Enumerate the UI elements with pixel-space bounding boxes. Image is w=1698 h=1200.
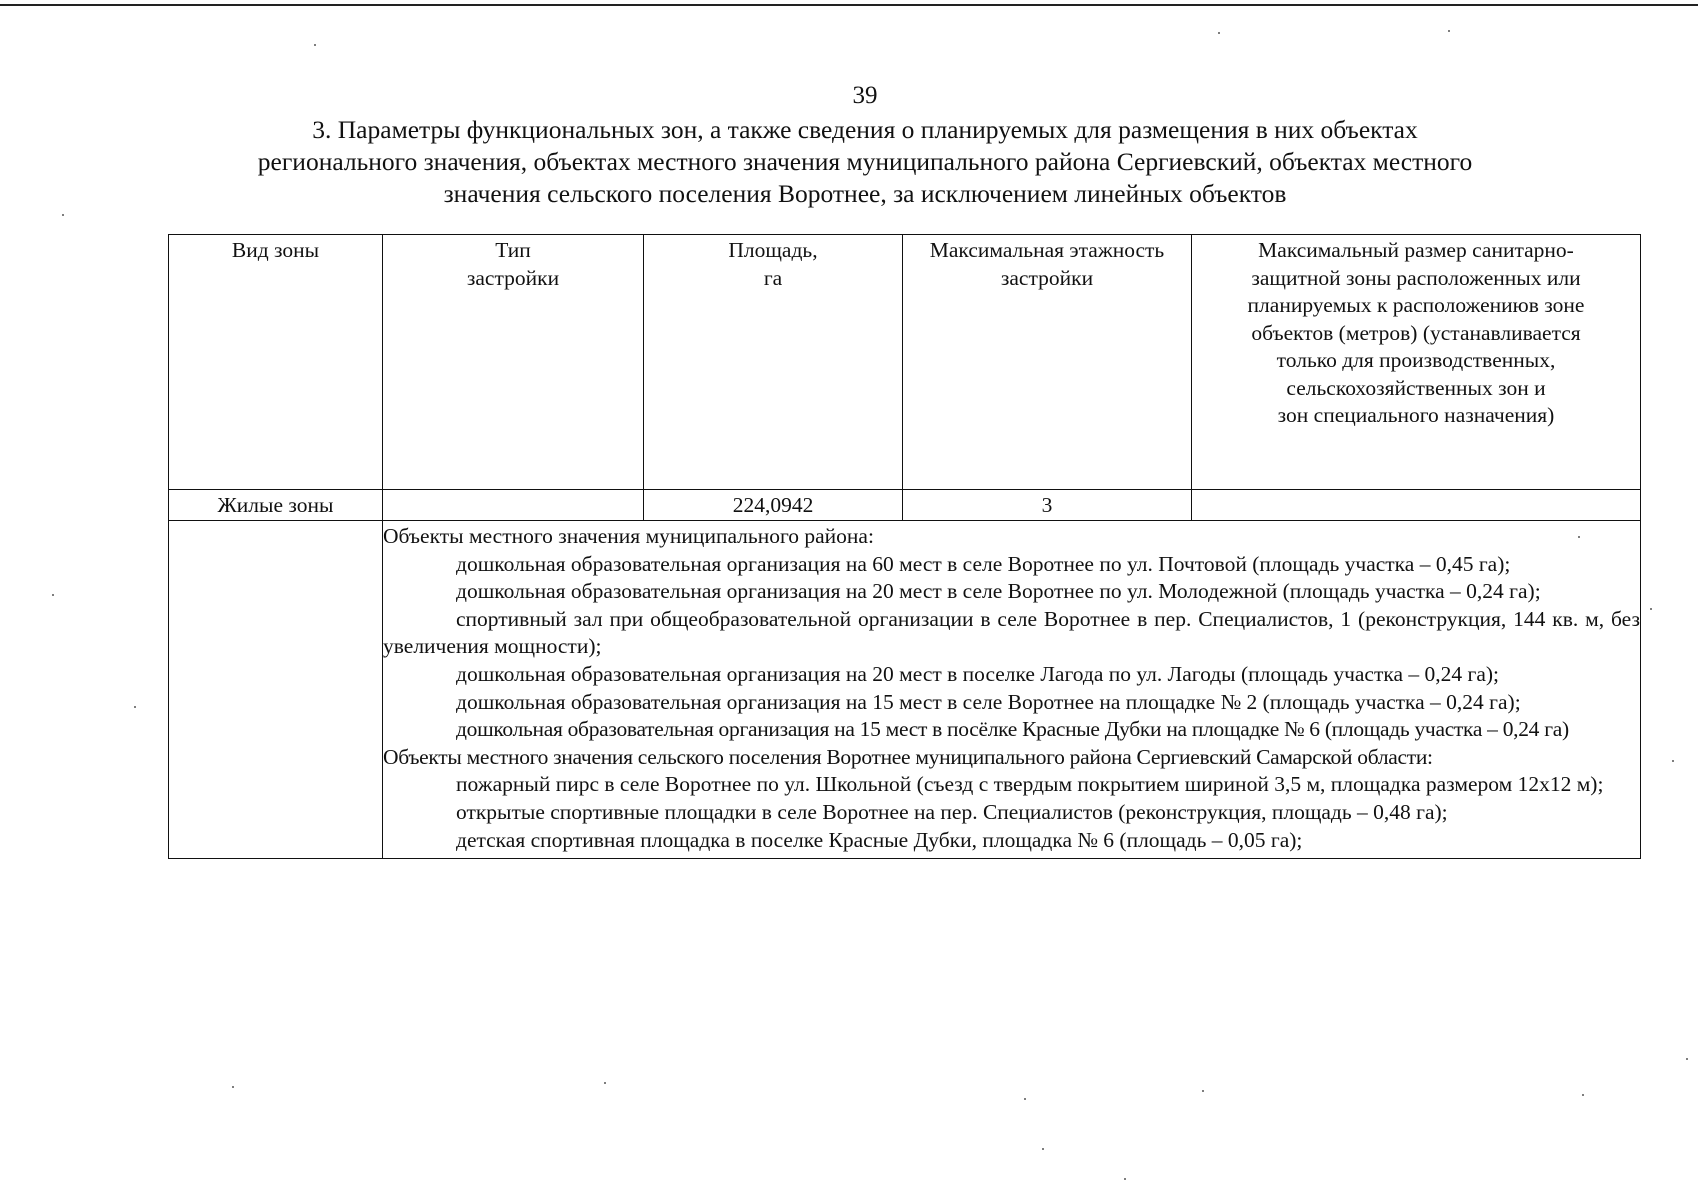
cell-building-type [383, 490, 644, 521]
list-item: детская спортивная площадка в поселке Красные Дубки, площадка № 6 (площадь – 0,05 га); [456, 827, 1303, 852]
scan-speck [134, 706, 136, 708]
cell-planned-objects [383, 521, 1641, 859]
header-line: планируемых к расположениюв зоне [1247, 293, 1585, 317]
section-title-line: 3. Параметры функциональных зон, а также сведения о планируемых для размещения в них объектах [312, 115, 1418, 144]
scan-speck [1024, 1098, 1026, 1100]
header-zone-type [169, 235, 383, 490]
header-line: защитной зоны расположенных или [1251, 265, 1581, 290]
scan-speck [1686, 1058, 1688, 1060]
scan-speck [314, 44, 316, 46]
list-item: пожарный пирс в селе Воротнее по ул. Школьной (съезд с твердым покрытием шириной 3,5 м, площадка размером 12х12 м); [456, 772, 1604, 797]
scan-speck [1042, 1148, 1044, 1150]
header-line: сельскохозяйственных зон и [1286, 375, 1546, 400]
functional-zones-table [168, 234, 1641, 859]
header-line: Вид зоны [231, 238, 320, 262]
cell-max-floors: 3 [903, 490, 1192, 521]
list-item: открытые спортивные площадки в селе Воротнее на пер. Специалистов (реконструкция, площадь – 0,48 га); [456, 799, 1448, 824]
list-item: дошкольная образовательная организация на 20 мест в поселке Лагода по ул. Лагоды (площадь участка – 0,24 га); [456, 661, 1500, 686]
header-line: га [763, 265, 783, 290]
table-row [169, 490, 1641, 521]
header-building-type [383, 235, 644, 490]
list-item: дошкольная образовательная организация на 15 мест в посёлке Красные Дубки на площадке № 6 (площадь участка – 0,24 га) [456, 717, 1569, 742]
header-line: зон специального назначения) [1277, 403, 1555, 427]
scan-speck [1672, 760, 1674, 762]
scan-speck [1448, 30, 1450, 32]
table-header-row [169, 235, 1641, 490]
scan-speck [1578, 536, 1580, 538]
scan-speck [52, 594, 54, 596]
scan-speck [1650, 608, 1652, 610]
list-item: дошкольная образовательная организация на 15 мест в селе Воротнее на площадке № 2 (площадь участка – 0,24 га); [456, 689, 1521, 714]
cell-area: 224,0942 [644, 490, 903, 521]
header-line: застройки [1000, 265, 1094, 290]
cell-sanitary-zone [1192, 490, 1641, 521]
scan-speck [1582, 1094, 1584, 1096]
header-line: Максимальная этажность [929, 238, 1165, 262]
header-line: Тип [495, 238, 531, 262]
section-title [200, 114, 1530, 210]
header-area [644, 235, 903, 490]
section-title-line: регионального значения, объектах местного значения муниципального района Сергиевский, объектах местного [257, 147, 1473, 176]
scan-speck [232, 1086, 234, 1088]
header-line: объектов (метров) (устанавливается [1251, 320, 1581, 345]
table-row-objects [169, 521, 1641, 859]
list-item: дошкольная образовательная организация на 20 мест в селе Воротнее по ул. Молодежной (площадь участка – 0,24 га); [456, 579, 1541, 604]
scan-speck [604, 1082, 606, 1084]
list-item: дошкольная образовательная организация на 60 мест в селе Воротнее по ул. Почтовой (площадь участка – 0,45 га); [456, 551, 1511, 576]
settlement-objects-heading: Объекты местного значения сельского поселения Воротнее муниципального района Сергиевский Самарской области: [383, 744, 1433, 769]
scan-speck [1202, 1090, 1204, 1092]
cell-objects-empty [169, 521, 383, 859]
section-title-line: значения сельского поселения Воротнее, за исключением линейных объектов [443, 179, 1287, 208]
scan-speck [62, 214, 64, 216]
page-number: 39 [852, 82, 878, 109]
header-line: застройки [466, 265, 560, 290]
scan-speck [1218, 32, 1220, 34]
header-line: только для производственных, [1276, 348, 1556, 372]
scan-speck [1124, 1178, 1126, 1180]
municipal-objects-heading: Объекты местного значения муниципального района: [383, 524, 874, 548]
top-border-line [0, 4, 1698, 6]
header-line: Площадь, [728, 238, 818, 262]
list-item: спортивный зал при общеобразовательной организации в селе Воротнее в пер. Специалистов, 1 (реконструкция, 144 кв. м, без увеличения мощности); [383, 606, 1640, 659]
cell-zone: Жилые зоны [169, 490, 383, 521]
header-line: Максимальный размер санитарно- [1258, 238, 1574, 262]
header-sanitary-zone [1192, 235, 1641, 490]
header-max-floors [903, 235, 1192, 490]
